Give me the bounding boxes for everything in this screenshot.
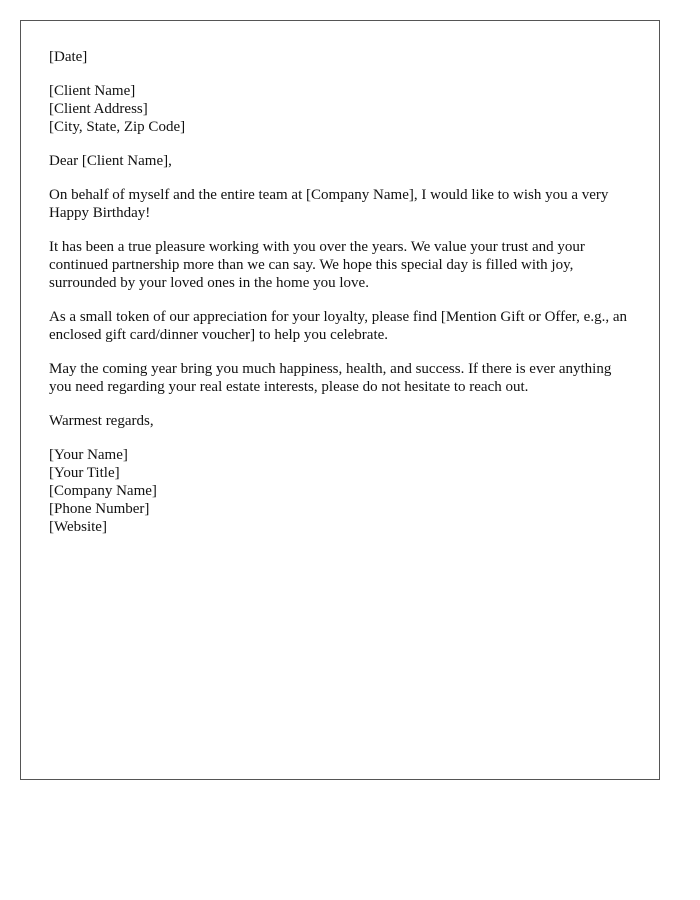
- letter-date: [Date]: [49, 49, 88, 65]
- paragraph-closing-wishes: May the coming year bring you much happiness, health, and success. If there is ever anything you need regarding your real estate interests, please do not hesitate to reach out.: [49, 361, 612, 395]
- signature-website: [Website]: [49, 519, 107, 535]
- paragraph-gift: As a small token of our appreciation for your loyalty, please find [Mention Gift or Offer, e.g., an enclosed gift card/dinner voucher] to help you celebrate.: [49, 309, 627, 343]
- recipient-address: [Client Address]: [49, 101, 148, 117]
- signature-phone: [Phone Number]: [49, 501, 150, 517]
- signature-company: [Company Name]: [49, 483, 157, 499]
- letter-body: [49, 48, 635, 552]
- recipient-name: [Client Name]: [49, 83, 136, 99]
- closing: Warmest regards,: [49, 413, 154, 429]
- letter-page: [20, 20, 660, 780]
- salutation: Dear [Client Name],: [49, 153, 172, 169]
- recipient-city-state-zip: [City, State, Zip Code]: [49, 119, 186, 135]
- signature-name: [Your Name]: [49, 447, 128, 463]
- date-block: [49, 48, 635, 66]
- paragraph-appreciation: It has been a true pleasure working with you over the years. We value your trust and your continued partnership more than we can say. We hope this special day is filled with joy, surrounded by your loved ones in the home you love.: [49, 239, 585, 291]
- salutation-block: [49, 152, 635, 170]
- signature-block: [49, 446, 635, 536]
- recipient-block: [49, 82, 635, 136]
- paragraph-birthday-wish: On behalf of myself and the entire team at [Company Name], I would like to wish you a very Happy Birthday!: [49, 187, 609, 221]
- closing-block: [49, 412, 635, 430]
- signature-title: [Your Title]: [49, 465, 120, 481]
